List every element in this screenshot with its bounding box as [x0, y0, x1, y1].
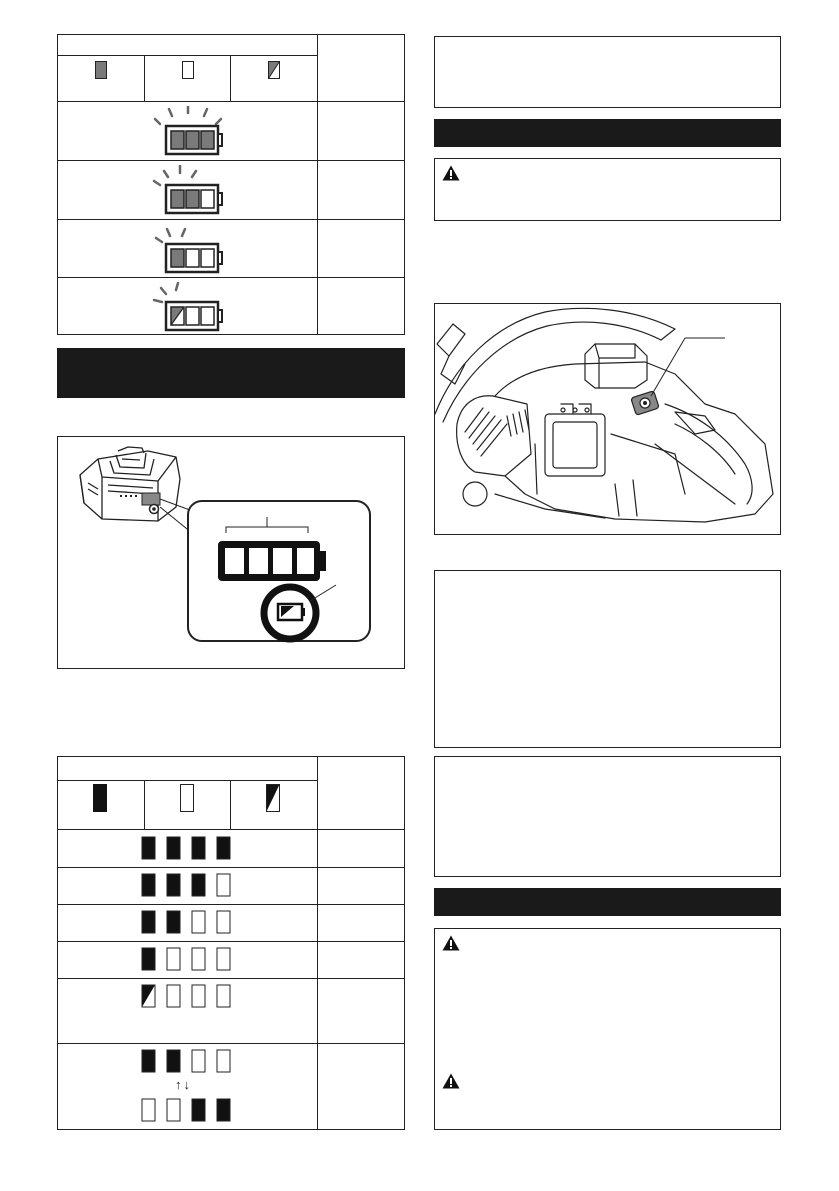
- note-box-top: [434, 36, 781, 108]
- lamp-off: [167, 948, 180, 970]
- battery-lamp-row-5: [141, 984, 237, 1008]
- lamp-blinking-icon: [266, 784, 280, 812]
- lamp-off: [167, 1099, 180, 1121]
- lamp-off-icon: [182, 61, 194, 79]
- note-box-middle: [434, 570, 781, 748]
- lamp-lit-icon: [95, 61, 107, 79]
- lamp-off: [142, 1099, 155, 1121]
- lamp-off-icon: [180, 784, 194, 812]
- lamp-blinking: [142, 985, 155, 1007]
- section-heading-band: [57, 348, 405, 398]
- lamp-lit: [167, 837, 180, 859]
- lamp-lit: [167, 874, 180, 896]
- lamp-off: [217, 874, 230, 896]
- lamp-off: [217, 1050, 230, 1072]
- warning-box: [434, 928, 781, 1130]
- lamp-off: [217, 911, 230, 933]
- lamp-lit: [217, 837, 230, 859]
- warning-icon: [442, 165, 460, 181]
- lamp-lit: [192, 874, 205, 896]
- battery-check-illustration: [57, 436, 405, 669]
- lamp-off: [217, 985, 230, 1007]
- battery-lamp-row-4: [141, 947, 237, 971]
- tool-gauge-blinking: [152, 282, 232, 334]
- battery-lamp-row-6b: [141, 1098, 237, 1122]
- lamp-lit: [142, 874, 155, 896]
- lamp-lit: [217, 1099, 230, 1121]
- warning-icon: [442, 935, 460, 951]
- lamp-lit: [167, 1050, 180, 1072]
- lamp-off: [192, 1050, 205, 1072]
- tool-indicator-illustration: [434, 303, 781, 535]
- lamp-lit: [142, 1050, 155, 1072]
- battery-indicator-table: [57, 756, 405, 1130]
- lamp-lit: [167, 911, 180, 933]
- tool-gauge-2-lit: [152, 165, 232, 217]
- battery-lamp-row-6a: [141, 1049, 237, 1073]
- section-heading-band: [434, 119, 781, 147]
- section-heading-band: [434, 888, 781, 916]
- lamp-lit: [142, 837, 155, 859]
- caution-box: [434, 158, 781, 221]
- warning-icon: [442, 1073, 460, 1089]
- tool-gauge-1-lit: [152, 224, 232, 276]
- lamp-lit: [142, 948, 155, 970]
- lamp-blinking-icon: [268, 61, 280, 79]
- tool-gauge-3-lit: [152, 106, 232, 158]
- lamp-off: [217, 948, 230, 970]
- battery-lamp-row-3: [141, 910, 237, 934]
- lamp-lit: [142, 911, 155, 933]
- battery-lamp-row-2: [141, 873, 237, 897]
- alternating-arrows: ↑↓: [175, 1077, 192, 1092]
- lamp-lit: [192, 1099, 205, 1121]
- battery-lamp-row-1: [141, 836, 237, 860]
- lamp-lit-icon: [93, 784, 107, 812]
- lamp-off: [192, 911, 205, 933]
- lamp-off: [192, 948, 205, 970]
- lamp-off: [167, 985, 180, 1007]
- note-box-lower: [434, 756, 781, 877]
- lamp-off: [192, 985, 205, 1007]
- lamp-lit: [192, 837, 205, 859]
